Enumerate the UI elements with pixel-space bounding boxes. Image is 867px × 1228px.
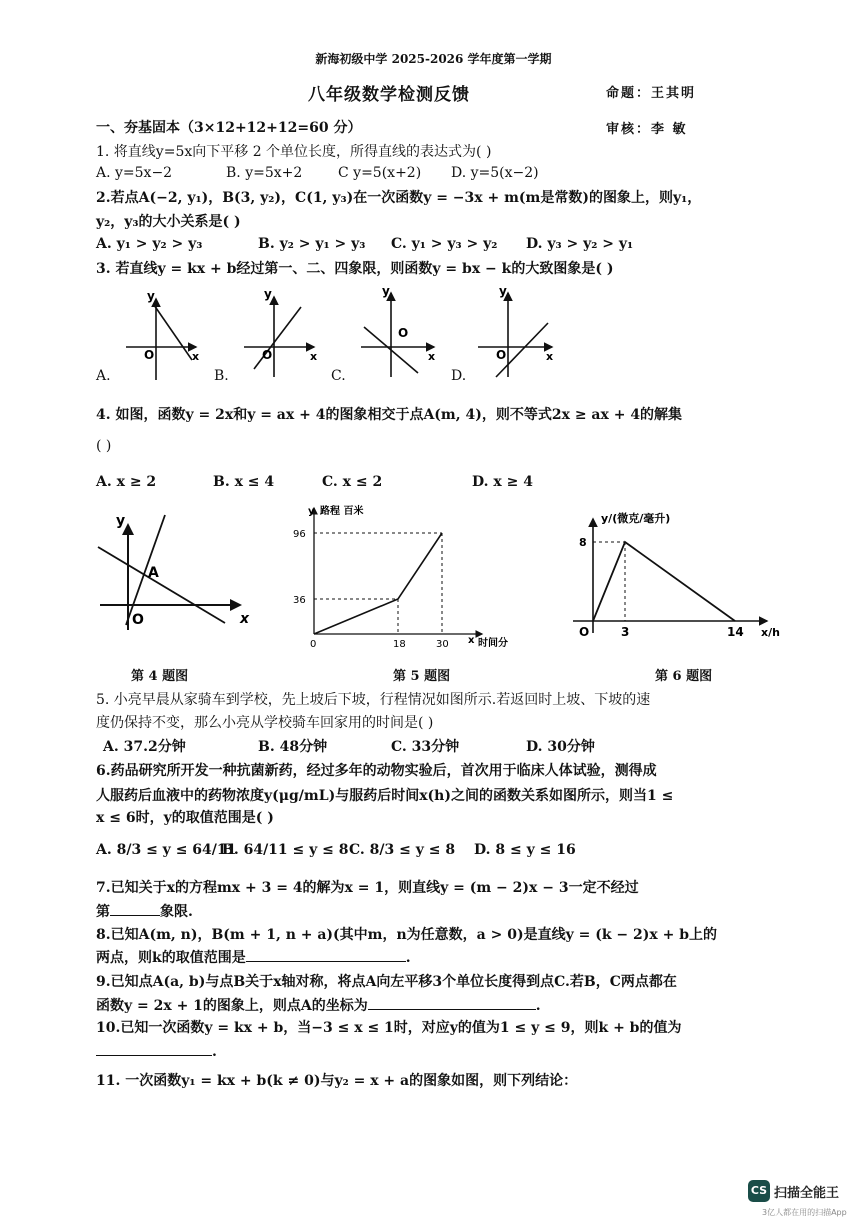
q2-option-d: D. y₃ > y₂ > y₁ [526,236,634,252]
q6-stem-line3: x ≤ 6时，y的取值范围是( ) [96,810,274,826]
q1-option-a: A. y=5x−2 [96,165,173,181]
q3-graph-c [361,285,435,377]
q4-option-c: C. x ≤ 2 [322,474,383,490]
q8-stem-line2 [96,947,411,967]
q7-stem-line1: 7.已知关于x的方程mx + 3 = 4的解为x = 1，则直线y = (m − 2)x − 3一定不经过 [96,880,639,896]
q3b-origin: O [262,348,273,362]
figure-6 [565,505,787,650]
q9-stem-line1: 9.已知点A(a, b)与点B关于x轴对称，将点A向左平移3个单位长度得到点C.若B，C两点都在 [96,974,677,990]
fig5-tick-96: 96 [293,529,306,540]
figure-4 [90,505,260,635]
school-term-header: 新海初级中学 2025-2026 学年度第一学期 [315,52,552,66]
page-title: 八年级数学检测反馈 [308,85,470,105]
q4-stem: 4. 如图，函数y = 2x和y = ax + 4的图象相交于点A(m, 4)，则不等式2x ≥ ax + 4的解集 [96,407,683,423]
figure-6-caption: 第 6 题图 [655,669,713,684]
q5-stem-line1: 5. 小亮早晨从家骑车到学校，先上坡后下坡，行程情况如图所示.若返回时上坡、下坡的速 [96,692,651,708]
q2-option-c: C. y₁ > y₃ > y₂ [391,236,498,252]
q3-graph-d [478,285,553,377]
fig5-y-label: y [308,506,315,517]
q5-stem-line2: 度仍保持不变，那么小亮从学校骑车回家用的时间是( ) [96,715,434,731]
q1-option-c: C y=5(x+2) [338,165,422,181]
q10-answer-blank[interactable] [96,1041,212,1056]
q3-option-b-label: B. [214,368,229,384]
q8-prefix: 两点，则k的取值范围是 [96,950,246,966]
q9-answer-blank[interactable] [368,995,536,1010]
q4-option-d: D. x ≥ 4 [472,474,533,490]
figure-5-caption: 第 5 题图 [393,669,451,684]
q1-option-d: D. y=5(x−2) [451,165,539,181]
section-heading: 一、夯基固本（3×12+12+12=60 分） [96,120,362,136]
fig5-y-title: 路程 百米 [320,506,364,517]
q10-suffix: . [212,1044,217,1060]
q8-suffix: . [405,950,411,966]
q3d-y-label: y [499,285,507,298]
fig5-x-label: x [468,635,475,646]
q6-stem-line1: 6.药品研究所开发一种抗菌新药，经过多年的动物实验后，首次用于临床人体试验，测得成 [96,763,657,779]
q6-option-b: B. 64/11 ≤ y ≤ 8 [222,842,349,858]
fig6-tick-14: 14 [727,625,744,639]
q3b-x-label: x [310,350,318,363]
q7-suffix: 象限. [160,904,193,920]
reviewer-credit: 审核：李 敏 [606,122,688,137]
q3-option-d-label: D. [451,368,467,384]
q3-option-a-label: A. [96,368,111,384]
q3a-origin: O [144,348,155,362]
fig6-tick-3: 3 [621,625,630,639]
q3-stem: 3. 若直线y = kx + b经过第一、二、四象限，则函数y = bx − k的大致图象是( ) [96,261,614,277]
fig4-point-a: A [148,565,159,581]
q5-option-d: D. 30分钟 [526,739,595,755]
q9-suffix: . [535,998,541,1014]
author-credit: 命题：王其明 [606,86,697,101]
q3-graph-b [244,287,317,377]
q6-option-c: C. 8/3 ≤ y ≤ 8 [349,842,456,858]
q3b-y-label: y [264,287,272,301]
q9-stem-line2 [96,995,541,1015]
scanner-tagline: 3亿人都在用的扫描App [762,1208,847,1217]
q7-answer-blank[interactable] [110,901,160,916]
figure-5 [290,500,525,655]
q10-stem-line1: 10.已知一次函数y = kx + b，当−3 ≤ x ≤ 1时，对应y的值为1 ≤ y ≤ 9，则k + b的值为 [96,1020,682,1036]
q2-option-a: A. y₁ > y₂ > y₃ [96,236,203,252]
fig4-origin: O [132,612,144,628]
q10-stem-line2 [96,1041,217,1060]
q4-option-a: A. x ≥ 2 [96,474,157,490]
q4-answer-paren: ( ) [96,438,112,454]
scanner-logo-icon: CS [748,1180,770,1202]
q2-option-b: B. y₂ > y₁ > y₃ [258,236,366,252]
fig6-tick-8: 8 [579,536,587,549]
q5-option-b: B. 48分钟 [258,739,328,755]
q9-prefix: 函数y = 2x + 1的图象上，则点A的坐标为 [96,998,368,1014]
fig5-tick-36: 36 [293,595,306,606]
fig5-tick-0: 0 [310,639,317,650]
q7-prefix: 第 [96,904,110,920]
fig6-origin: O [579,625,590,639]
q3a-y-label: y [147,289,155,303]
fig6-y-label: y/(微克/毫升) [601,512,671,525]
q7-stem-line2 [96,901,193,921]
q2-stem-line2: y₂，y₃的大小关系是( ) [96,214,241,230]
q5-option-c: C. 33分钟 [391,739,460,755]
fig5-tick-18: 18 [393,639,406,650]
fig5-x-title: 时间分 [478,638,508,649]
q5-option-a: A. 37.2分钟 [103,739,186,755]
q11-stem: 11. 一次函数y₁ = kx + b(k ≠ 0)与y₂ = x + a的图象如图，则下列结论： [96,1073,578,1089]
q8-stem-line1: 8.已知A(m, n)，B(m + 1, n + a)(其中m，n为任意数，a > 0)是直线y = (k − 2)x + b上的 [96,927,717,943]
fig4-y-label: y [116,513,126,529]
q3-option-c-label: C. [331,368,346,384]
q6-option-d: D. 8 ≤ y ≤ 16 [474,842,576,858]
q6-option-a: A. 8/3 ≤ y ≤ 64/11 [96,842,237,858]
q3a-x-label: x [192,350,200,363]
scanner-brand: 扫描全能王 [774,1186,840,1201]
q3c-y-label: y [382,285,390,298]
q8-answer-blank[interactable] [246,947,406,962]
fig6-x-label: x/h [761,626,780,639]
q3-graph-a [126,289,199,380]
q3d-x-label: x [546,350,554,363]
q4-option-b: B. x ≤ 4 [213,474,275,490]
q3c-x-label: x [428,350,436,363]
q6-stem-line2: 人服药后血液中的药物浓度y(μg/mL)与服药后时间x(h)之间的函数关系如图所示，则当1 ≤ [96,788,674,804]
q3d-origin: O [496,348,507,362]
figure-4-caption: 第 4 题图 [131,669,189,684]
fig4-x-label: x [240,611,250,627]
q3c-origin: O [398,326,409,340]
fig5-tick-30: 30 [436,639,449,650]
q1-stem: 1. 将直线y=5x向下平移 2 个单位长度，所得直线的表达式为( ) [96,144,492,160]
q1-option-b: B. y=5x+2 [226,165,303,181]
q2-stem-line1: 2.若点A(−2, y₁)，B(3, y₂)，C(1, y₃)在一次函数y = −3x + m(m是常数)的图象上，则y₁， [96,190,702,206]
